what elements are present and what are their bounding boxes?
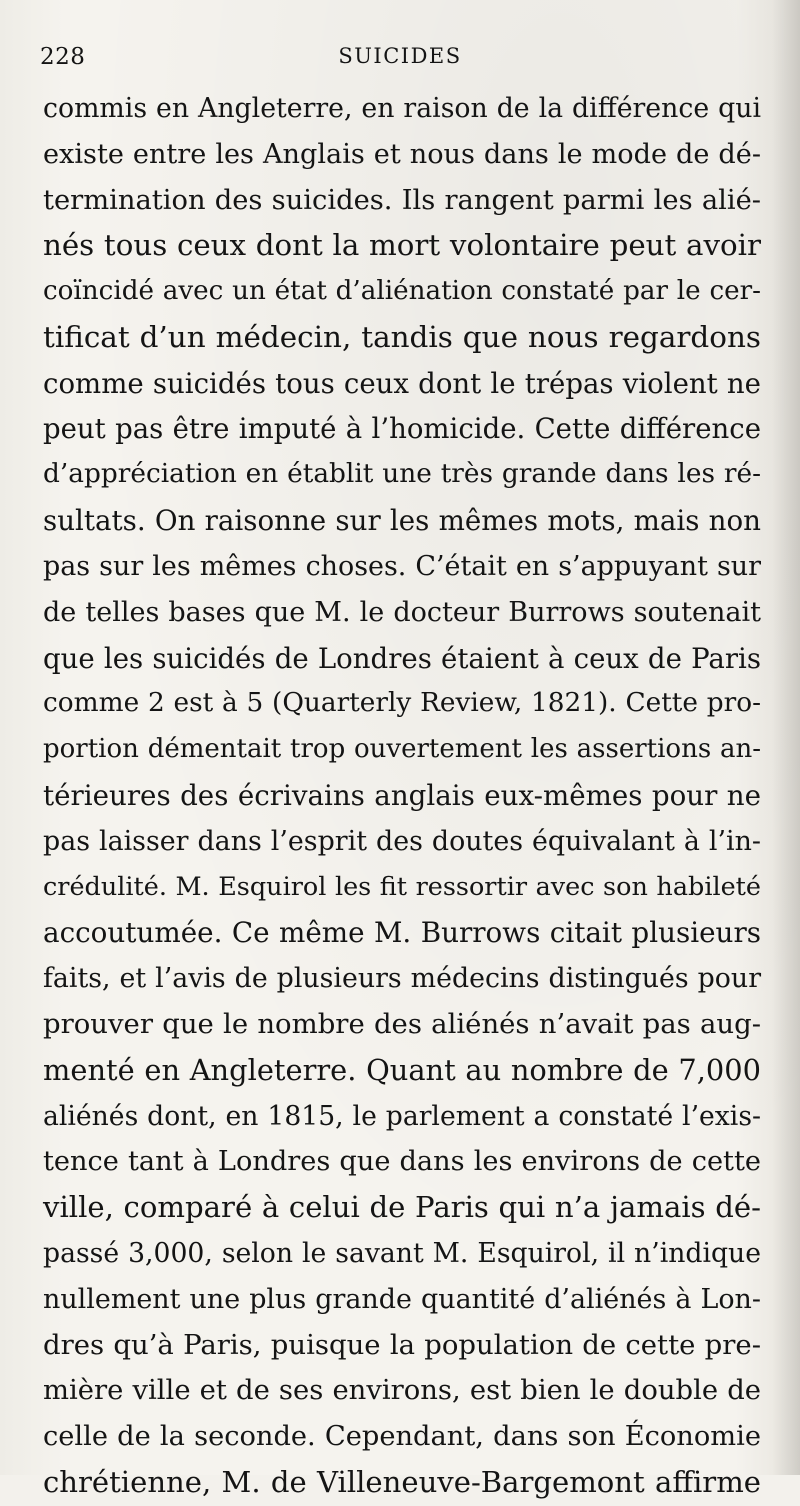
page-header xyxy=(40,40,760,80)
text-line: comme suicidés tous ceux dont le trépas violent ne xyxy=(43,366,761,400)
text-line: aliénés dont, en 1815, le parlement a constaté l’exis- xyxy=(43,1100,761,1132)
body-text xyxy=(43,86,761,1506)
text-line: térieures des écrivains anglais eux-mêmes pour ne xyxy=(43,778,761,812)
running-title: SUICIDES xyxy=(338,44,462,68)
text-line: crédulité. M. Esquirol les fit ressortir avec son habileté xyxy=(43,871,761,902)
text-line: ville, comparé à celui de Paris qui n’a jamais dé- xyxy=(43,1190,761,1225)
text-line: de telles bases que M. le docteur Burrows soutenait xyxy=(43,596,761,628)
text-line: celle de la seconde. Cependant, dans son Économie xyxy=(43,1421,761,1453)
text-line: d’appréciation en établit une très grande dans les ré- xyxy=(43,459,761,490)
text-line: nés tous ceux dont la mort volontaire peut avoir xyxy=(43,228,761,263)
page-number: 228 xyxy=(40,44,86,70)
text-line: prouver que le nombre des aliénés n’avait pas aug- xyxy=(43,1007,761,1040)
text-line: accoutumée. Ce même M. Burrows citait plusieurs xyxy=(43,916,761,950)
text-line: menté en Angleterre. Quant au nombre de 7,000 xyxy=(43,1052,761,1087)
text-line: coïncidé avec un état d’aliénation constaté par le cer- xyxy=(43,276,761,307)
text-line: sultats. On raisonne sur les mêmes mots, mais non xyxy=(43,504,761,538)
text-line: pas sur les mêmes choses. C’était en s’appuyant sur xyxy=(43,550,761,582)
text-line: passé 3,000, selon le savant M. Esquirol, il n’indique xyxy=(43,1237,761,1269)
text-line: comme 2 est à 5 (Quarterly Review, 1821). Cette pro- xyxy=(43,688,761,719)
text-line: commis en Angleterre, en raison de la différence qui xyxy=(43,93,761,124)
text-line: peut pas être imputé à l’homicide. Cette différence xyxy=(43,412,761,445)
text-line: chrétienne, M. de Villeneuve-Bargemont affirme xyxy=(43,1464,761,1499)
text-line: mière ville et de ses environs, est bien le double de xyxy=(43,1375,761,1407)
page-edge-shadow xyxy=(772,0,800,1475)
text-line: existe entre les Anglais et nous dans le mode de dé- xyxy=(43,138,761,170)
text-line: tence tant à Londres que dans les environs de cette xyxy=(43,1146,761,1178)
text-line: nullement une plus grande quantité d’aliénés à Lon- xyxy=(43,1283,761,1315)
text-line: pas laisser dans l’esprit des doutes équivalant à l’in- xyxy=(43,825,761,857)
text-line: faits, et l’avis de plusieurs médecins distingués pour xyxy=(43,963,761,995)
text-line: portion démentait trop ouvertement les assertions an- xyxy=(43,734,761,765)
text-line: dres qu’à Paris, puisque la population de cette pre- xyxy=(43,1328,761,1361)
text-line: termination des suicides. Ils rangent parmi les alié- xyxy=(43,184,761,216)
text-line: que les suicidés de Londres étaient à ceux de Paris xyxy=(43,641,761,675)
text-line: tificat d’un médecin, tandis que nous regardons xyxy=(43,319,761,354)
